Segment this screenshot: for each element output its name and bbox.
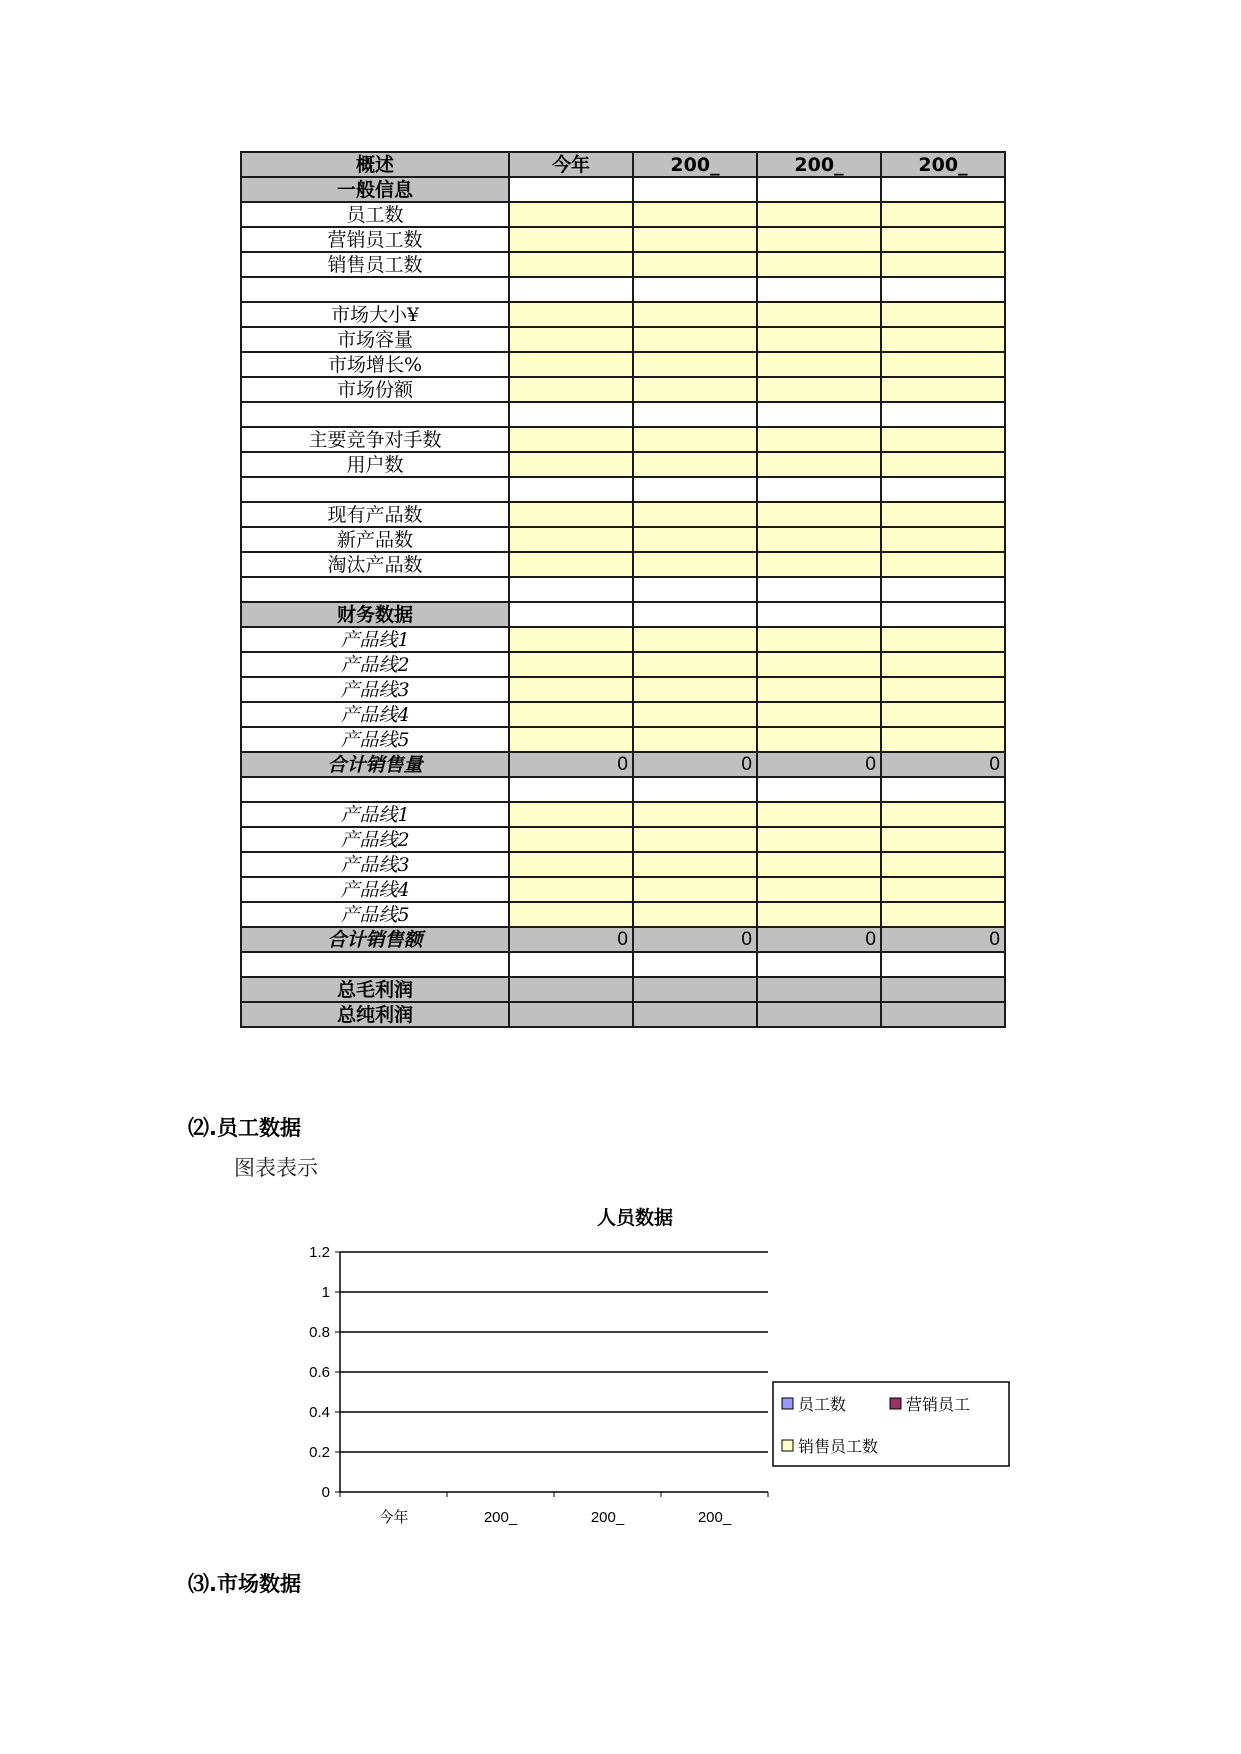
table-row <box>241 252 1005 277</box>
value-cell[interactable] <box>881 352 1005 377</box>
value-cell[interactable] <box>881 877 1005 902</box>
value-cell <box>509 477 633 502</box>
value-cell[interactable] <box>881 652 1005 677</box>
y-tick-label: 0.2 <box>309 1444 330 1461</box>
value-cell[interactable] <box>881 377 1005 402</box>
value-cell <box>633 952 757 977</box>
value-cell <box>881 177 1005 202</box>
legend-swatch <box>890 1398 901 1409</box>
row-label: 总纯利润 <box>241 1002 509 1027</box>
value-cell[interactable] <box>509 727 633 752</box>
table-row <box>241 827 1005 852</box>
value-cell[interactable] <box>633 527 757 552</box>
value-cell <box>881 777 1005 802</box>
table-row <box>241 427 1005 452</box>
row-label: 产品线3 <box>241 677 509 702</box>
value-cell[interactable] <box>881 852 1005 877</box>
value-cell <box>509 577 633 602</box>
value-cell <box>881 602 1005 627</box>
value-cell[interactable] <box>757 727 881 752</box>
value-cell <box>881 952 1005 977</box>
value-cell <box>881 277 1005 302</box>
personnel-chart <box>290 1192 1010 1582</box>
legend-label: 销售员工数 <box>798 1439 879 1456</box>
value-cell[interactable] <box>881 627 1005 652</box>
value-cell <box>509 977 633 1002</box>
value-cell: 0 <box>881 752 1005 777</box>
table-row <box>241 327 1005 352</box>
header-year: 今年 <box>509 152 633 177</box>
table-row <box>241 877 1005 902</box>
header-year: 200_ <box>633 152 757 177</box>
y-tick-label: 1 <box>321 1284 330 1301</box>
value-cell <box>509 402 633 427</box>
value-cell[interactable] <box>633 502 757 527</box>
value-cell <box>509 177 633 202</box>
value-cell <box>757 177 881 202</box>
table-row <box>241 952 1005 977</box>
value-cell[interactable] <box>881 227 1005 252</box>
value-cell: 0 <box>757 752 881 777</box>
y-tick-label: 1.2 <box>309 1244 330 1261</box>
table-row <box>241 727 1005 752</box>
value-cell <box>633 602 757 627</box>
table-row <box>241 402 1005 427</box>
value-cell[interactable] <box>633 827 757 852</box>
table-row <box>241 277 1005 302</box>
table-row <box>241 452 1005 477</box>
value-cell[interactable] <box>881 552 1005 577</box>
value-cell[interactable] <box>757 802 881 827</box>
value-cell[interactable] <box>509 227 633 252</box>
table-row <box>241 902 1005 927</box>
value-cell[interactable] <box>757 202 881 227</box>
value-cell[interactable] <box>757 427 881 452</box>
table-row <box>241 352 1005 377</box>
chart-caption: 图表表示 <box>234 1156 318 1180</box>
value-cell[interactable] <box>633 427 757 452</box>
value-cell[interactable] <box>633 302 757 327</box>
value-cell[interactable] <box>633 902 757 927</box>
row-label: 市场增长% <box>241 352 509 377</box>
value-cell[interactable] <box>633 727 757 752</box>
table-row <box>241 977 1005 1002</box>
value-cell[interactable] <box>881 802 1005 827</box>
value-cell[interactable] <box>757 852 881 877</box>
x-tick-label: 200_ <box>483 1509 518 1526</box>
value-cell <box>633 277 757 302</box>
table-row <box>241 702 1005 727</box>
x-tick-label: 200_ <box>697 1509 732 1526</box>
value-cell <box>757 477 881 502</box>
value-cell[interactable] <box>633 877 757 902</box>
row-label: 产品线2 <box>241 652 509 677</box>
row-label: 营销员工数 <box>241 227 509 252</box>
value-cell[interactable] <box>633 552 757 577</box>
value-cell[interactable] <box>633 452 757 477</box>
value-cell <box>757 577 881 602</box>
value-cell <box>757 977 881 1002</box>
value-cell[interactable] <box>509 202 633 227</box>
value-cell <box>509 277 633 302</box>
table-row <box>241 627 1005 652</box>
row-label: 合计销售额 <box>241 927 509 952</box>
value-cell <box>881 477 1005 502</box>
row-label <box>241 952 509 977</box>
value-cell[interactable] <box>633 802 757 827</box>
value-cell[interactable] <box>509 652 633 677</box>
row-label: 合计销售量 <box>241 752 509 777</box>
value-cell: 0 <box>633 927 757 952</box>
table-row <box>241 202 1005 227</box>
value-cell[interactable] <box>633 677 757 702</box>
row-label: 市场大小¥ <box>241 302 509 327</box>
row-label <box>241 277 509 302</box>
row-label: 员工数 <box>241 202 509 227</box>
header-year: 200_ <box>757 152 881 177</box>
row-label: 现有产品数 <box>241 502 509 527</box>
value-cell[interactable] <box>881 327 1005 352</box>
table-row <box>241 652 1005 677</box>
section-heading-employee-data: ⑵.员工数据 <box>188 1116 301 1140</box>
value-cell[interactable] <box>509 527 633 552</box>
value-cell[interactable] <box>757 527 881 552</box>
value-cell[interactable] <box>509 627 633 652</box>
value-cell: 0 <box>509 927 633 952</box>
value-cell <box>633 1002 757 1027</box>
value-cell[interactable] <box>757 227 881 252</box>
table-row <box>241 377 1005 402</box>
table-row <box>241 502 1005 527</box>
value-cell <box>881 977 1005 1002</box>
table-row <box>241 1002 1005 1027</box>
table-row <box>241 852 1005 877</box>
value-cell[interactable] <box>633 252 757 277</box>
value-cell[interactable] <box>633 852 757 877</box>
value-cell <box>757 402 881 427</box>
value-cell[interactable] <box>509 677 633 702</box>
row-label: 产品线3 <box>241 852 509 877</box>
value-cell[interactable] <box>509 902 633 927</box>
value-cell: 0 <box>509 752 633 777</box>
value-cell[interactable] <box>757 502 881 527</box>
value-cell[interactable] <box>509 252 633 277</box>
value-cell[interactable] <box>633 352 757 377</box>
value-cell <box>509 952 633 977</box>
row-label: 销售员工数 <box>241 252 509 277</box>
value-cell[interactable] <box>509 302 633 327</box>
value-cell[interactable] <box>757 677 881 702</box>
value-cell[interactable] <box>509 352 633 377</box>
value-cell[interactable] <box>509 877 633 902</box>
value-cell[interactable] <box>757 827 881 852</box>
table-row <box>241 227 1005 252</box>
value-cell[interactable] <box>633 652 757 677</box>
value-cell[interactable] <box>509 702 633 727</box>
value-cell[interactable] <box>757 377 881 402</box>
value-cell[interactable] <box>757 627 881 652</box>
table-row <box>241 177 1005 202</box>
value-cell[interactable] <box>509 427 633 452</box>
y-tick-label: 0 <box>321 1484 330 1501</box>
row-label: 产品线1 <box>241 802 509 827</box>
value-cell <box>509 602 633 627</box>
value-cell[interactable] <box>757 302 881 327</box>
y-tick-label: 0.4 <box>309 1404 330 1421</box>
value-cell[interactable] <box>757 252 881 277</box>
value-cell[interactable] <box>633 227 757 252</box>
value-cell <box>881 577 1005 602</box>
spreadsheet <box>240 151 1004 1028</box>
value-cell[interactable] <box>509 827 633 852</box>
value-cell[interactable] <box>757 702 881 727</box>
row-label: 市场容量 <box>241 327 509 352</box>
value-cell[interactable] <box>881 502 1005 527</box>
x-tick-label: 今年 <box>378 1509 409 1526</box>
row-label: 产品线5 <box>241 902 509 927</box>
value-cell <box>509 777 633 802</box>
row-label: 产品线4 <box>241 877 509 902</box>
row-label <box>241 402 509 427</box>
value-cell <box>633 577 757 602</box>
value-cell: 0 <box>881 927 1005 952</box>
value-cell[interactable] <box>509 502 633 527</box>
row-label: 一般信息 <box>241 177 509 202</box>
value-cell[interactable] <box>881 527 1005 552</box>
table-row <box>241 602 1005 627</box>
table-row <box>241 552 1005 577</box>
legend-swatch <box>782 1440 793 1451</box>
value-cell[interactable] <box>509 852 633 877</box>
value-cell[interactable] <box>757 452 881 477</box>
value-cell[interactable] <box>757 902 881 927</box>
row-label: 财务数据 <box>241 602 509 627</box>
value-cell[interactable] <box>757 327 881 352</box>
value-cell <box>757 777 881 802</box>
value-cell <box>633 177 757 202</box>
table-row <box>241 527 1005 552</box>
value-cell <box>633 477 757 502</box>
table-row <box>241 302 1005 327</box>
value-cell[interactable] <box>633 327 757 352</box>
x-tick-label: 200_ <box>590 1509 625 1526</box>
table-row <box>241 577 1005 602</box>
y-tick-label: 0.6 <box>309 1364 330 1381</box>
header-row <box>241 152 1005 177</box>
value-cell[interactable] <box>757 352 881 377</box>
value-cell[interactable] <box>633 377 757 402</box>
row-label: 主要竞争对手数 <box>241 427 509 452</box>
value-cell <box>881 402 1005 427</box>
value-cell[interactable] <box>881 677 1005 702</box>
table-row <box>241 752 1005 777</box>
value-cell[interactable] <box>757 652 881 677</box>
value-cell <box>757 1002 881 1027</box>
value-cell[interactable] <box>633 202 757 227</box>
row-label <box>241 477 509 502</box>
table-row <box>241 477 1005 502</box>
table-row <box>241 677 1005 702</box>
value-cell[interactable] <box>509 802 633 827</box>
value-cell <box>881 1002 1005 1027</box>
chart-title: 人员数据 <box>596 1208 674 1229</box>
legend-label: 营销员工 <box>906 1397 971 1414</box>
row-label <box>241 777 509 802</box>
table-row <box>241 777 1005 802</box>
row-label: 产品线2 <box>241 827 509 852</box>
row-label: 产品线5 <box>241 727 509 752</box>
row-label: 产品线1 <box>241 627 509 652</box>
value-cell[interactable] <box>881 702 1005 727</box>
row-label: 淘汰产品数 <box>241 552 509 577</box>
row-label: 产品线4 <box>241 702 509 727</box>
value-cell[interactable] <box>509 452 633 477</box>
value-cell[interactable] <box>757 552 881 577</box>
row-label: 新产品数 <box>241 527 509 552</box>
value-cell[interactable] <box>633 627 757 652</box>
value-cell[interactable] <box>881 202 1005 227</box>
value-cell <box>633 777 757 802</box>
value-cell[interactable] <box>881 302 1005 327</box>
value-cell <box>633 977 757 1002</box>
header-overview: 概述 <box>241 152 509 177</box>
value-cell[interactable] <box>881 427 1005 452</box>
value-cell[interactable] <box>881 902 1005 927</box>
section-heading-market-data: ⑶.市场数据 <box>188 1572 301 1596</box>
value-cell[interactable] <box>757 877 881 902</box>
legend-label: 员工数 <box>798 1397 847 1414</box>
value-cell[interactable] <box>509 327 633 352</box>
table-row <box>241 802 1005 827</box>
y-tick-label: 0.8 <box>309 1324 330 1341</box>
value-cell <box>757 602 881 627</box>
value-cell[interactable] <box>633 702 757 727</box>
header-year: 200_ <box>881 152 1005 177</box>
value-cell <box>633 402 757 427</box>
row-label <box>241 577 509 602</box>
value-cell: 0 <box>633 752 757 777</box>
value-cell[interactable] <box>509 552 633 577</box>
value-cell[interactable] <box>881 827 1005 852</box>
row-label: 用户数 <box>241 452 509 477</box>
value-cell <box>757 952 881 977</box>
value-cell[interactable] <box>881 252 1005 277</box>
value-cell[interactable] <box>881 727 1005 752</box>
value-cell <box>509 1002 633 1027</box>
value-cell[interactable] <box>509 377 633 402</box>
value-cell <box>757 277 881 302</box>
overview-table <box>240 151 1006 1028</box>
table-row <box>241 927 1005 952</box>
legend-swatch <box>782 1398 793 1409</box>
value-cell[interactable] <box>881 452 1005 477</box>
row-label: 市场份额 <box>241 377 509 402</box>
value-cell: 0 <box>757 927 881 952</box>
row-label: 总毛利润 <box>241 977 509 1002</box>
